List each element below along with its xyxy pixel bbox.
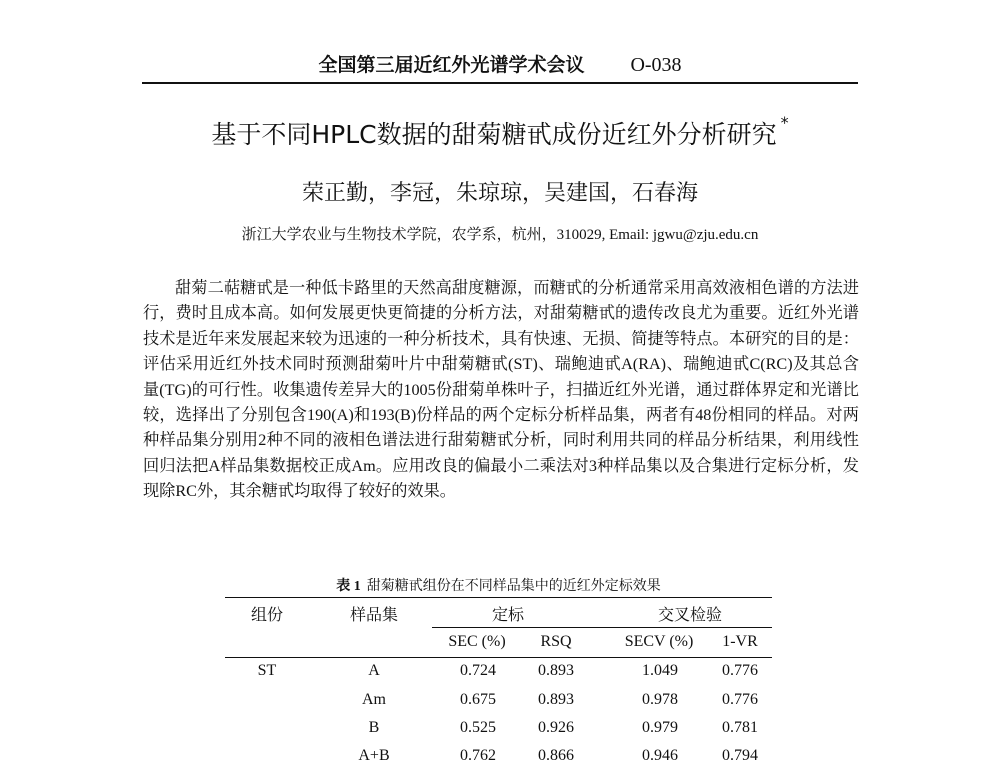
author-list: 荣正勤，李冠，朱琼琼，吴建国，石春海 — [301, 181, 698, 206]
abstract-paragraph: 甜菊二萜糖甙是一种低卡路里的天然高甜度糖源，而糖甙的分析通常采用高效液相色谱的方法进行，费时且成本高。如何发展更快更简捷的分析方法，对甜菊糖甙的遗传改良尤为重要。近红外光谱技术是近年来发展起来较为迅速的一种分析技术，具有快速、无损、简捷等特点。本研究的目的是：评估采用近红外技术同时预测甜菊叶片中甜菊糖甙(ST)、瑞鲍迪甙A(RA)、瑞鲍迪甙C(RC)及其总含量(TG)的可行性。收集遗传差异大的1005份甜菊单株叶子，扫描近红外光谱，通过群体界定和光谱比较，选择出了分别包含190(A)和193(B)份样品的两个定标分析样品集，两者有48份相同的样品。对两种样品集分别用2种不同的液相色谱法进行甜菊糖甙分析，同时利用共同的样品分析结果，利用线性回归法把A样品集数据校正成Am。应用改良的偏最小二乘法对3种样品集以及合集进行定标分析，发现除RC外，其余糖甙均取得了较好的效果。 — [143, 279, 859, 501]
cell-sample-set: A — [368, 662, 380, 679]
paper-code: O-038 — [630, 54, 682, 76]
col-header-sample-set: 样品集 — [349, 607, 398, 624]
affiliation: 浙江大学农业与生物技术学院，农学系，杭州，310029, Email: jgwu@zju.edu.cn — [241, 227, 759, 243]
running-header — [142, 50, 858, 78]
paper-title — [100, 115, 900, 151]
cell-rsq: 0.893 — [538, 662, 574, 679]
cell-rsq: 0.926 — [538, 719, 574, 736]
table-caption — [225, 575, 772, 595]
header-divider — [142, 82, 858, 84]
table-caption-text: 甜菊糖甙组份在不同样品集中的近红外定标效果 — [366, 579, 661, 594]
conference-name: 全国第三届近红外光谱学术会议 — [318, 54, 585, 76]
cell-sample-set: A+B — [358, 747, 390, 764]
cell-sec: 0.675 — [460, 691, 496, 708]
cell-sec: 0.762 — [460, 747, 496, 764]
col-header-component: 组份 — [250, 607, 283, 624]
table-header-rule — [225, 657, 772, 658]
cell-sample-set: B — [368, 719, 380, 736]
cell-secv: 0.978 — [642, 691, 678, 708]
col-header-sec: SEC (%) — [448, 633, 506, 650]
cell-rsq: 0.893 — [538, 691, 574, 708]
col-header-1-vr: 1-VR — [722, 633, 758, 650]
cell-secv: 1.049 — [642, 662, 678, 679]
cell-rsq: 0.866 — [538, 747, 574, 764]
col-group-cross-validation: 交叉检验 — [657, 607, 722, 624]
title-footnote-mark: * — [780, 113, 789, 132]
cell-1-vr: 0.781 — [722, 719, 758, 736]
cell-component: ST — [257, 662, 277, 679]
col-header-rsq: RSQ — [540, 633, 572, 650]
col-group-calibration: 定标 — [491, 607, 524, 624]
cell-secv: 0.946 — [642, 747, 678, 764]
cell-1-vr: 0.776 — [722, 691, 758, 708]
cell-1-vr: 0.794 — [722, 747, 758, 764]
paper-title-text: 基于不同HPLC数据的甜菊糖甙成份近红外分析研究 — [211, 120, 777, 149]
cell-sample-set: Am — [362, 691, 386, 708]
table-group-rule — [432, 627, 772, 628]
cell-secv: 0.979 — [642, 719, 678, 736]
col-header-secv: SECV (%) — [624, 633, 694, 650]
cell-sec: 0.724 — [460, 662, 496, 679]
cell-sec: 0.525 — [460, 719, 496, 736]
cell-1-vr: 0.776 — [722, 662, 758, 679]
table-top-rule — [225, 597, 772, 598]
table-number: 表 1 — [336, 579, 361, 594]
